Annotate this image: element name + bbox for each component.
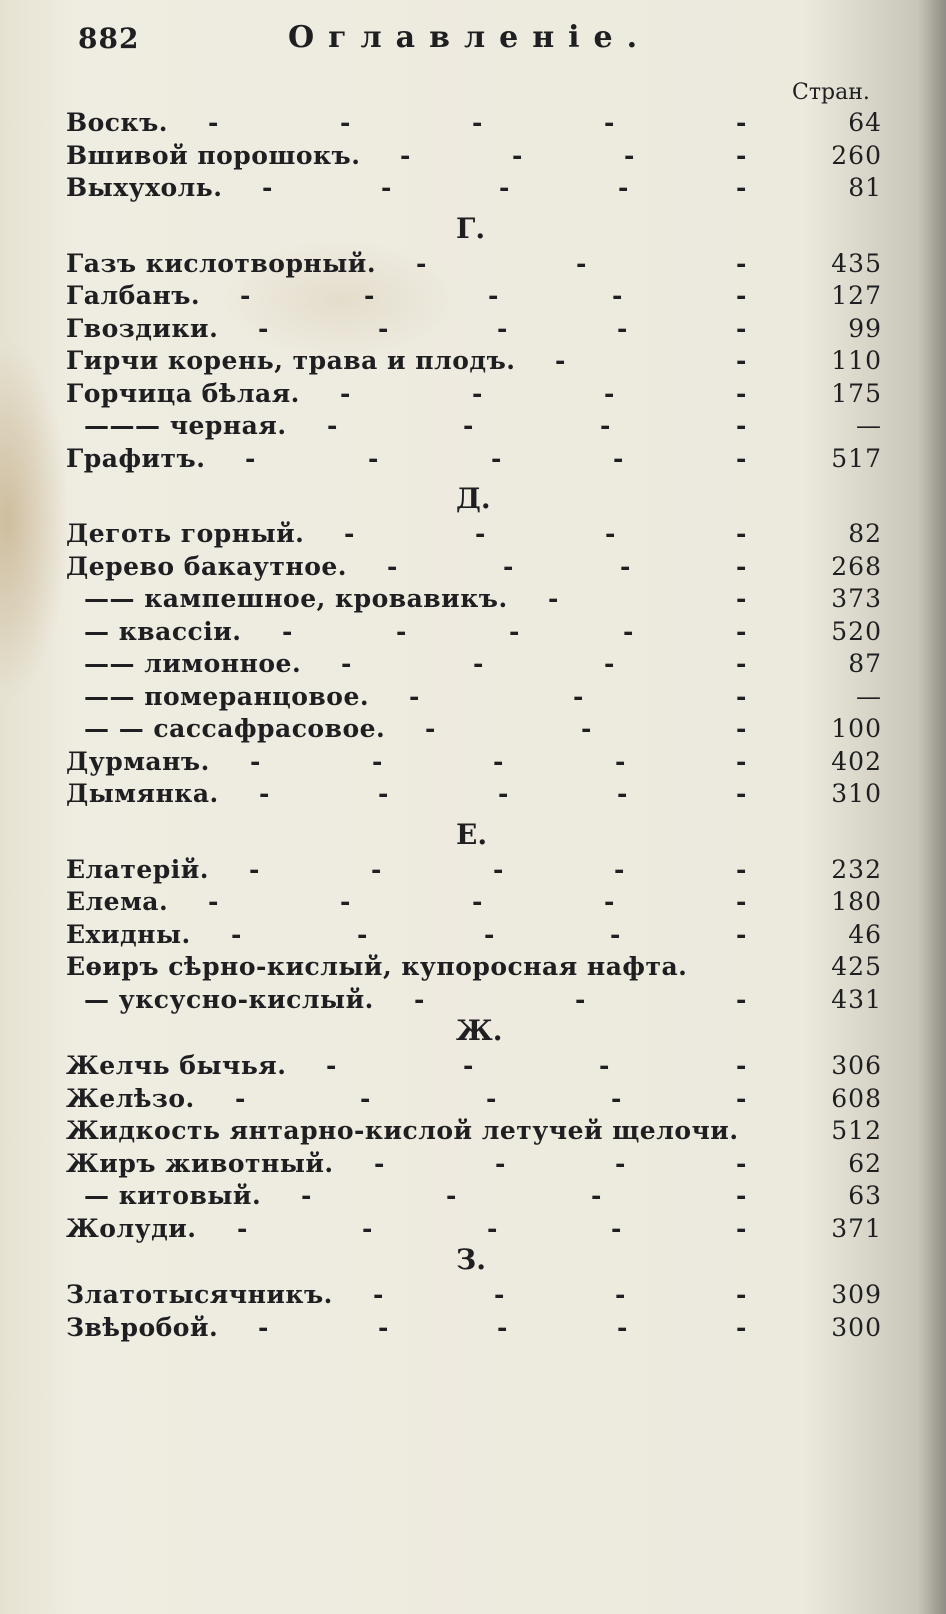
section-letter <box>66 811 886 854</box>
entry-term: Жидкость янтарно-кислой летучей щелочи. <box>66 1116 739 1145</box>
leader-dash: - <box>604 378 615 408</box>
entry-term: — — сассафрасовое. <box>84 714 386 743</box>
toc-entry <box>66 1083 886 1116</box>
entry-page-number: 435 <box>831 248 882 278</box>
leader-dash: - <box>494 1280 505 1309</box>
entry-page-number: — <box>856 681 882 711</box>
entry-page-number: — <box>856 411 882 440</box>
section-letter-text: З. <box>456 1243 486 1276</box>
leader-dash: - <box>425 714 436 743</box>
leader-dash: - <box>340 108 351 137</box>
leader-dash: - <box>617 1312 628 1342</box>
leader-dash: - <box>344 519 355 548</box>
leader-dash: - <box>372 746 383 776</box>
leader-dashes <box>66 248 756 280</box>
entry-page-number: 63 <box>848 1181 882 1210</box>
entry-page-number: 82 <box>848 519 882 548</box>
toc-entry <box>66 518 886 551</box>
leader-dash: - <box>736 779 747 808</box>
leader-dash: - <box>615 746 626 776</box>
entry-page-number: 306 <box>831 1051 882 1080</box>
leader-dash: - <box>373 1280 384 1309</box>
leader-dash: - <box>614 854 625 884</box>
leader-dashes <box>66 1180 756 1212</box>
section-letter-text: Ж. <box>456 1014 503 1047</box>
leader-dash: - <box>208 887 219 916</box>
leader-dashes <box>66 443 756 475</box>
toc-entry <box>66 1180 886 1213</box>
leader-dash: - <box>736 714 747 743</box>
leader-dash: - <box>498 779 509 808</box>
entry-term: Газъ кислотворный. <box>66 248 377 278</box>
leader-dash: - <box>327 411 338 440</box>
leader-dash: - <box>360 1083 371 1113</box>
leader-dashes <box>66 410 756 442</box>
leader-dashes <box>66 984 756 1016</box>
page-header <box>78 14 898 64</box>
entry-term: Воскъ. <box>66 108 168 137</box>
leader-dash: - <box>576 248 587 278</box>
leader-dash: - <box>416 248 427 278</box>
toc-entry <box>66 280 886 313</box>
leader-dash: - <box>736 616 747 646</box>
leader-dash: - <box>736 248 747 278</box>
toc-entry <box>66 746 886 779</box>
leader-dash: - <box>736 346 747 375</box>
section-letter <box>66 1245 886 1279</box>
leader-dash: - <box>326 1051 337 1080</box>
leader-dash: - <box>599 1051 610 1080</box>
entry-term: Златотысячникъ. <box>66 1280 333 1309</box>
toc-entry <box>66 886 886 919</box>
toc-entry <box>66 313 886 346</box>
leader-dashes <box>66 1279 756 1311</box>
entry-page-number: 64 <box>848 108 882 137</box>
leader-dash: - <box>472 108 483 137</box>
section-letter <box>66 205 886 248</box>
leader-dash: - <box>736 1148 747 1178</box>
leader-dash: - <box>240 281 251 310</box>
entry-page-number: 520 <box>831 616 882 646</box>
leader-dash: - <box>475 519 486 548</box>
leader-dashes <box>66 280 756 312</box>
leader-dashes <box>66 854 756 886</box>
leader-dashes <box>66 583 756 615</box>
leader-dash: - <box>463 411 474 440</box>
section-letter-text: Д. <box>456 482 491 515</box>
entry-page-number: 62 <box>848 1148 882 1178</box>
entry-term: Звѣробой. <box>66 1312 219 1342</box>
toc-entry <box>66 583 886 616</box>
toc-entry <box>66 1115 886 1148</box>
entry-term: Жиръ животный. <box>66 1148 334 1178</box>
section-letter-text: Е. <box>456 817 488 851</box>
entry-term: Деготь горный. <box>66 519 305 548</box>
leader-dashes <box>66 172 756 204</box>
leader-dash: - <box>509 616 520 646</box>
leader-dashes <box>66 518 756 550</box>
leader-dash: - <box>575 984 586 1014</box>
leader-dash: - <box>736 551 747 581</box>
leader-dash: - <box>613 443 624 473</box>
leader-dash: - <box>340 378 351 408</box>
leader-dashes <box>66 746 756 778</box>
entry-page-number: 175 <box>831 378 882 408</box>
entry-term: Горчица бѣлая. <box>66 378 300 408</box>
toc-entry <box>66 1279 886 1312</box>
entry-term: — китовый. <box>84 1181 262 1210</box>
leader-dash: - <box>341 649 352 678</box>
leader-dash: - <box>493 854 504 884</box>
leader-dash: - <box>301 1181 312 1210</box>
leader-dash: - <box>736 854 747 884</box>
toc-entry <box>66 984 886 1017</box>
leader-dash: - <box>237 1213 248 1243</box>
leader-dash: - <box>581 714 592 743</box>
leader-dash: - <box>736 919 747 949</box>
leader-dash: - <box>623 616 634 646</box>
entry-page-number: 100 <box>831 714 882 743</box>
entry-term: Графитъ. <box>66 443 206 473</box>
leader-dashes <box>66 551 756 583</box>
toc-entry <box>66 107 886 140</box>
leader-dash: - <box>473 649 484 678</box>
leader-dash: - <box>605 519 616 548</box>
entry-term: Галбанъ. <box>66 281 201 310</box>
leader-dashes <box>66 1050 756 1082</box>
leader-dash: - <box>591 1181 602 1210</box>
leader-dash: - <box>362 1213 373 1243</box>
leader-dashes <box>66 713 756 745</box>
leader-dashes <box>66 648 756 680</box>
entry-page-number: 46 <box>848 919 882 949</box>
toc-entry <box>66 345 886 378</box>
entry-term: Желчь бычья. <box>66 1051 287 1080</box>
entry-term: Гвоздики. <box>66 313 219 343</box>
entry-page-number: 232 <box>831 854 882 884</box>
leader-dash: - <box>364 281 375 310</box>
leader-dash: - <box>497 313 508 343</box>
leader-dash: - <box>258 1312 269 1342</box>
toc-entry <box>66 1148 886 1181</box>
entry-page-number: 608 <box>831 1083 882 1113</box>
leader-dash: - <box>736 746 747 776</box>
entry-page-number: 180 <box>831 887 882 916</box>
toc-entry <box>66 778 886 811</box>
leader-dash: - <box>472 378 483 408</box>
leader-dash: - <box>736 984 747 1014</box>
leader-dash: - <box>414 984 425 1014</box>
section-letter <box>66 475 886 518</box>
leader-dashes <box>66 107 756 139</box>
toc-entry <box>66 410 886 443</box>
entry-term: Выхухоль. <box>66 173 223 202</box>
entry-page-number: 81 <box>848 173 882 202</box>
leader-dash: - <box>736 140 747 170</box>
leader-dashes <box>66 1115 756 1147</box>
leader-dash: - <box>340 887 351 916</box>
entry-term: Гирчи корень, трава и плодъ. <box>66 346 516 375</box>
leader-dash: - <box>604 887 615 916</box>
leader-dash: - <box>736 519 747 548</box>
leader-dash: - <box>208 108 219 137</box>
entry-term: —— лимонное. <box>84 649 302 678</box>
entry-page-number: 309 <box>831 1280 882 1309</box>
entry-page-number: 260 <box>831 140 882 170</box>
leader-dash: - <box>512 140 523 170</box>
entry-page-number: 373 <box>831 584 882 613</box>
toc-entry <box>66 378 886 411</box>
leader-dash: - <box>409 681 420 711</box>
leader-dash: - <box>736 1083 747 1113</box>
leader-dash: - <box>736 1181 747 1210</box>
leader-dashes <box>66 1312 756 1344</box>
leader-dash: - <box>736 443 747 473</box>
section-letter-text: Г. <box>456 211 486 245</box>
leader-dashes <box>66 919 756 951</box>
leader-dash: - <box>231 919 242 949</box>
leader-dash: - <box>624 140 635 170</box>
page-column-label: Стран. <box>792 80 870 105</box>
leader-dash: - <box>611 1083 622 1113</box>
leader-dash: - <box>573 681 584 711</box>
leader-dash: - <box>486 1083 497 1113</box>
leader-dash: - <box>371 854 382 884</box>
leader-dash: - <box>736 681 747 711</box>
entry-term: Вшивой порошокъ. <box>66 140 361 170</box>
leader-dash: - <box>235 1083 246 1113</box>
leader-dash: - <box>736 378 747 408</box>
entry-page-number: 310 <box>831 779 882 808</box>
leader-dash: - <box>620 551 631 581</box>
toc-entry <box>66 951 886 984</box>
entry-page-number: 127 <box>831 281 882 310</box>
leader-dash: - <box>400 140 411 170</box>
leader-dash: - <box>446 1181 457 1210</box>
leader-dash: - <box>282 616 293 646</box>
leader-dashes <box>66 1213 756 1245</box>
leader-dash: - <box>548 584 559 613</box>
entry-term: Жолуди. <box>66 1213 197 1243</box>
leader-dash: - <box>497 1312 508 1342</box>
toc-entry <box>66 248 886 281</box>
leader-dash: - <box>736 1312 747 1342</box>
toc-entry <box>66 1050 886 1083</box>
leader-dash: - <box>736 281 747 310</box>
toc-entry <box>66 919 886 952</box>
leader-dash: - <box>381 173 392 202</box>
entry-term: Дымянка. <box>66 779 219 808</box>
toc-entry <box>66 1213 886 1246</box>
leader-dash: - <box>495 1148 506 1178</box>
leader-dash: - <box>484 919 495 949</box>
leader-dashes <box>66 1083 756 1115</box>
entry-term: Ехидны. <box>66 919 191 949</box>
leader-dash: - <box>493 746 504 776</box>
leader-dashes <box>66 616 756 648</box>
leader-dash: - <box>374 1148 385 1178</box>
leader-dash: - <box>618 173 629 202</box>
leader-dash: - <box>378 1312 389 1342</box>
leader-dash: - <box>604 649 615 678</box>
leader-dash: - <box>612 281 623 310</box>
toc-entry <box>66 140 886 173</box>
leader-dash: - <box>378 779 389 808</box>
leader-dash: - <box>250 746 261 776</box>
leader-dash: - <box>736 313 747 343</box>
leader-dash: - <box>611 1213 622 1243</box>
entry-page-number: 87 <box>848 649 882 678</box>
page-number: 882 <box>78 22 140 55</box>
entry-term: — уксусно-кислый. <box>84 984 374 1014</box>
leader-dash: - <box>259 779 270 808</box>
leader-dashes <box>66 378 756 410</box>
leader-dashes <box>66 778 756 810</box>
toc-entry <box>66 713 886 746</box>
leader-dash: - <box>736 1280 747 1309</box>
entry-page-number: 300 <box>831 1312 882 1342</box>
entry-page-number: 110 <box>831 346 882 375</box>
toc-entry <box>66 854 886 887</box>
section-letter <box>66 1016 886 1050</box>
entry-term: — квассiи. <box>84 616 242 646</box>
entry-term: Елема. <box>66 887 169 916</box>
leader-dash: - <box>472 887 483 916</box>
leader-dashes <box>66 313 756 345</box>
leader-dash: - <box>736 411 747 440</box>
leader-dash: - <box>736 108 747 137</box>
leader-dash: - <box>387 551 398 581</box>
leader-dashes <box>66 951 756 983</box>
leader-dash: - <box>491 443 502 473</box>
leader-dash: - <box>258 313 269 343</box>
running-title: Оглавленiе. <box>288 20 652 55</box>
leader-dash: - <box>555 346 566 375</box>
entry-term: Дерево бакаутное. <box>66 551 347 581</box>
table-of-contents <box>66 107 886 1344</box>
entry-term: Елатерiй. <box>66 854 210 884</box>
leader-dashes <box>66 140 756 172</box>
leader-dash: - <box>357 919 368 949</box>
toc-entry <box>66 172 886 205</box>
leader-dash: - <box>736 649 747 678</box>
leader-dash: - <box>499 173 510 202</box>
entry-page-number: 517 <box>831 443 882 473</box>
leader-dash: - <box>615 1148 626 1178</box>
leader-dashes <box>66 1148 756 1180</box>
entry-term: Дурманъ. <box>66 746 210 776</box>
entry-page-number: 371 <box>831 1213 882 1243</box>
entry-term: Еѳиръ сѣрно-кислый, купоросная нафта. <box>66 952 688 981</box>
toc-entry <box>66 616 886 649</box>
leader-dashes <box>66 886 756 918</box>
entry-page-number: 268 <box>831 551 882 581</box>
entry-page-number: 431 <box>831 984 882 1014</box>
entry-page-number: 99 <box>848 313 882 343</box>
leader-dash: - <box>736 887 747 916</box>
leader-dash: - <box>617 313 628 343</box>
leader-dash: - <box>736 1213 747 1243</box>
leader-dash: - <box>736 1051 747 1080</box>
leader-dash: - <box>488 281 499 310</box>
toc-entry <box>66 681 886 714</box>
entry-page-number: 512 <box>831 1116 882 1145</box>
entry-page-number: 425 <box>831 952 882 981</box>
entry-term: —— кампешное, кровавикъ. <box>84 584 508 613</box>
leader-dash: - <box>487 1213 498 1243</box>
leader-dash: - <box>463 1051 474 1080</box>
leader-dash: - <box>249 854 260 884</box>
leader-dash: - <box>615 1280 626 1309</box>
leader-dash: - <box>604 108 615 137</box>
leader-dash: - <box>503 551 514 581</box>
entry-term: —— померанцовое. <box>84 681 370 711</box>
leader-dash: - <box>610 919 621 949</box>
entry-term: Желѣзо. <box>66 1083 195 1113</box>
leader-dashes <box>66 681 756 713</box>
leader-dash: - <box>736 584 747 613</box>
leader-dash: - <box>600 411 611 440</box>
leader-dash: - <box>396 616 407 646</box>
leader-dashes <box>66 345 756 377</box>
entry-term: ——— черная. <box>84 411 287 440</box>
toc-entry <box>66 443 886 476</box>
leader-dash: - <box>736 173 747 202</box>
entry-page-number: 402 <box>831 746 882 776</box>
toc-entry <box>66 648 886 681</box>
leader-dash: - <box>368 443 379 473</box>
leader-dash: - <box>245 443 256 473</box>
leader-dash: - <box>378 313 389 343</box>
leader-dash: - <box>617 779 628 808</box>
leader-dash: - <box>262 173 273 202</box>
toc-entry <box>66 551 886 584</box>
toc-entry <box>66 1312 886 1345</box>
